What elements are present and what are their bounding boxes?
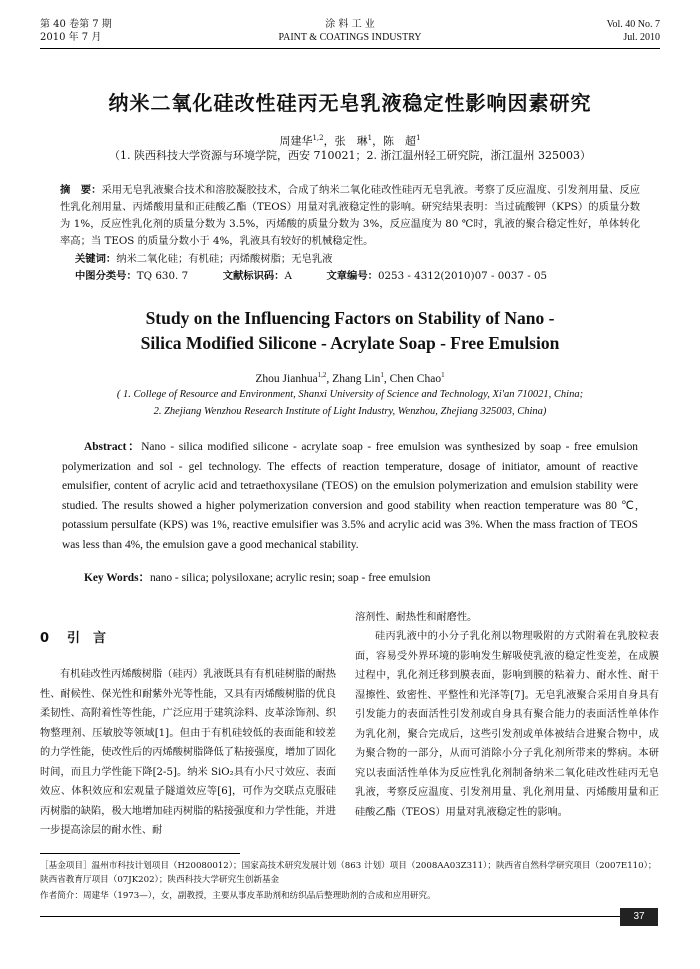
author-en-2: , Zhang Lin (326, 372, 381, 385)
author-en-1: Zhou Jianhua (255, 372, 318, 385)
author-1: 周建华 (279, 134, 313, 148)
header-rule (40, 48, 660, 49)
abstract-cn-label: 摘 要： (60, 184, 102, 196)
volume-issue-en: Vol. 40 No. 7 (606, 19, 660, 30)
article-value: 0253 - 4312(2010)07 - 0037 - 05 (377, 270, 548, 282)
right-column-text-2: 硅丙乳液中的小分子乳化剂以物理吸附的方式附着在乳胶粒表面，容易受外界环境的影响发生解吸使乳液的稳定性变差，在成膜过程中，乳化剂迁移到膜表面，影响到膜的粘着力、耐水性、耐干湿擦性、致密性、平整性和光泽等[7]。无皂乳液聚合采用自身具有引发能力的表面活性引发剂或自身具有聚合能力的表面活性单体作为乳化剂，聚合完成后，这些引发剂或单体被结合进聚合物中，成为聚合物的一部分，从而可消除小分子乳化剂所带来的弊病。本研究以表面活性单体为反应性乳化剂制备纳米二氧化硅改性硅丙无皂乳液，考察反应温度、引发剂用量、乳化剂用量、丙烯酸用量和正硅酸乙酯（TEOS）用量对乳液稳定性的影响。 (355, 631, 659, 818)
classification-line (75, 268, 640, 285)
keywords-en-label: Key Words： (84, 572, 150, 584)
author-note (40, 889, 660, 903)
author-en-1-sup: 1,2 (317, 371, 327, 379)
author-en-2-sup: 1 (380, 371, 384, 379)
volume-issue: 第 40 卷第 7 期 (40, 19, 112, 30)
abstract-en (62, 438, 638, 555)
title-en-line1: Study on the Influencing Factors on Stability of Nano - (145, 308, 555, 328)
author-3-sup: 1 (416, 134, 421, 142)
section-heading (40, 627, 106, 646)
abstract-en-label: Abstract： (84, 441, 142, 453)
author-2: ，张 琳 (323, 134, 368, 148)
fund-text: 温州市科技计划项目（H20080012）；国家高技术研究发展计划（863 计划）项目（2008AA03Z311）；陕西省自然科学研究项目（2007E110）；陕西省教育厅项目（07JK202）；陕西科技大学研究生创新基金 (40, 861, 657, 885)
keywords-en-text: nano - silica; polysiloxane; acrylic resin; soap - free emulsion (149, 572, 431, 584)
doc-value: A (284, 270, 292, 282)
author-3: ，陈 超 (372, 134, 417, 148)
keywords-en (84, 569, 638, 589)
abstract-en-text: Nano - silica modified silicone - acrylate soap - free emulsion was synthesized by soap - free emulsion polymerization and sol - gel technology. The effects of reaction temperature, dosage of initiator, amount of reactive emulsifier, content of acrylic acid and tetraethoxysilane (TEOS) on the emulsion polymerization and emulsion stability were studied. The results showed a higher polymerization conversion and good stability when reaction temperature was 80 ℃, potassium persulfate (KPS) was 1%, reactive emulsifier was 3.5% and acrylic acid was 3%. When the mass fraction of TEOS was less than 4%, the emulsion gave a good mechanical stability. (62, 441, 638, 551)
class-value: TQ 630. 7 (136, 270, 189, 282)
doc-label: 文献标识码： (222, 270, 285, 282)
journal-name (0, 18, 700, 44)
article-label: 文章编号： (326, 270, 378, 282)
title-cn: 纳米二氧化硅改性硅丙无皂乳液稳定性影响因素研究 (108, 91, 592, 115)
fund-label: ［基金项目］ (40, 861, 92, 871)
abstract-cn (60, 182, 640, 250)
author-note-text: 周建华（1973—），女，副教授，主要从事皮革助剂和纺织品后整理助剂的合成和应用研究。 (82, 891, 436, 901)
affiliation-cn: （1. 陕西科技大学资源与环境学院，西安 710021；2. 浙江温州轻工研究院，浙江温州 325003） (109, 149, 591, 162)
issue-date: 2010 年 7 月 (40, 32, 102, 43)
page-number: 37 (620, 908, 658, 926)
journal-title-en: PAINT & COATINGS INDUSTRY (278, 32, 422, 43)
affiliation-en-2: 2. Zhejiang Wenzhou Research Institute of Light Industry, Wenzhou, Zhejiang 325003, China) (153, 406, 547, 417)
keywords-cn-label: 关键词： (75, 253, 117, 265)
journal-volume-en (607, 18, 660, 44)
section-number: 0 (40, 631, 50, 646)
keywords-cn-text: 纳米二氧化硅；有机硅；丙烯酸树脂；无皂乳液 (116, 253, 333, 265)
journal-title-cn: 涂 料 工 业 (325, 19, 375, 30)
section-title: 引 言 (67, 631, 107, 646)
right-column-text-1: 溶剂性、耐热性和耐磨性。 (355, 612, 478, 623)
author-en-3: , Chen Chao (383, 372, 442, 385)
left-column-text: 有机硅改性丙烯酸树脂（硅丙）乳液既具有有机硅树脂的耐热性、耐候性、保光性和耐紫外光等性能，又具有丙烯酸树脂的优良柔韧性、高附着性等性能，广泛应用于建筑涂料、皮革涂饰剂、织物整理剂、压敏胶等领域[1]。但由于有机硅较低的表面能和较差的力学性能，使改性后的丙烯酸树脂降低了粘接强度，增加了固化时间，而且力学性能下降[2-5]。纳米 SiO₂具有小尺寸效应、表面效应、体积效应和宏观量子隧道效应等[6]，可作为交联点克服硅丙树脂的缺陷，极大地增加硅丙树脂的粘接强度和力学性能，并进一步提高涂层的耐水性、耐 (40, 669, 336, 836)
footnote-rule (40, 853, 240, 854)
keywords-cn (75, 251, 640, 268)
author-1-sup: 1,2 (312, 134, 324, 142)
class-label: 中图分类号： (75, 270, 137, 282)
bottom-rule (40, 916, 620, 917)
authors-cn (0, 130, 700, 150)
issue-date-en: Jul. 2010 (623, 32, 660, 43)
author-2-sup: 1 (367, 134, 373, 142)
authors-en (0, 371, 700, 385)
fund-note (40, 859, 660, 887)
author-en-3-sup: 1 (441, 371, 445, 379)
affiliation-en-1: ( 1. College of Resource and Environment, Shanxi University of Science and Technology, Xi'an 710021, China; (116, 389, 584, 400)
author-note-label: 作者简介： (40, 891, 83, 901)
abstract-cn-text: 采用无皂乳液聚合技术和溶胶凝胶技术，合成了纳米二氧化硅改性硅丙无皂乳液。考察了反应温度、引发剂用量、反应性乳化剂用量、丙烯酸用量和正硅酸乙酯（TEOS）用量对乳液稳定性的影响。研究结果表明：当过硫酸钾（KPS）的质量分数为 1%，反应性乳化剂的质量分数为 3.5%，丙烯酸的质量分数为 3%，反应温度为 80 ℃时，乳液的聚合稳定性好，单体转化率高；当 TEOS 的质量分数小于 4%，乳液具有较好的机械稳定性。 (60, 184, 641, 247)
title-en-line2: Silica Modified Silicone - Acrylate Soap - Free Emulsion (140, 333, 560, 353)
